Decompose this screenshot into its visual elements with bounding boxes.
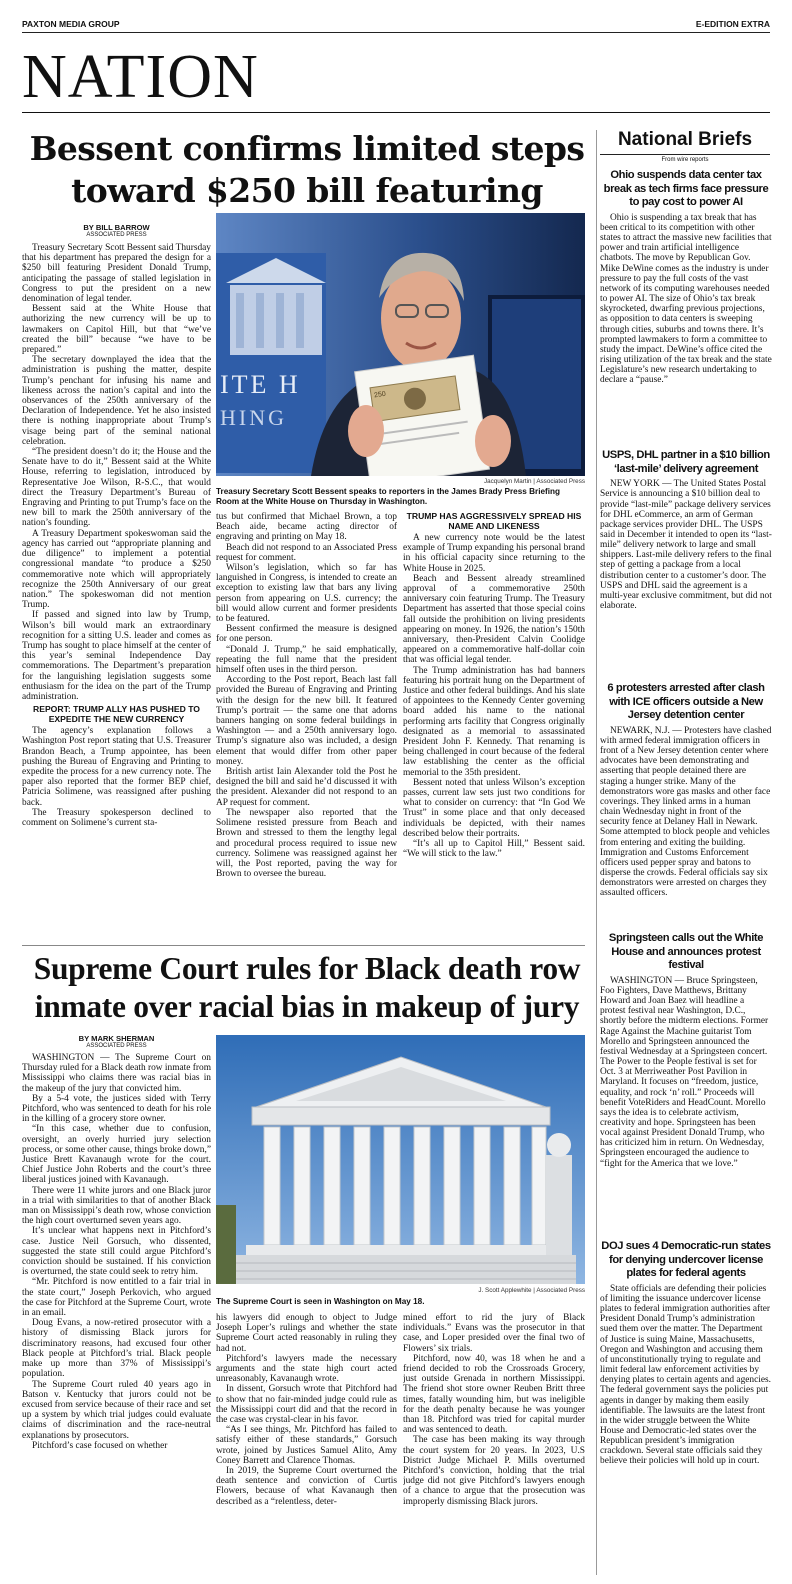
paragraph: Beach did not respond to an Associated Press request for comment. [216, 542, 397, 563]
brief-body: NEW YORK — The United States Postal Service is announcing a $10 billion deal to provide “last-mile” package delivery services for DHL eCommerce, an arm of German package services provider DHL. The USPS said in December it intended to open its “last-mile” delivery network to large and small shippers. Last-mile delivery refers to the final step of getting a package from a local distribution center to a customer’s door. The USPS and DHL said the agreement is a multi-year exclusive commitment, but did not elaborate. [600, 479, 772, 612]
section-title: NATION [22, 43, 259, 111]
brief-headline: 6 protesters arrested after clash with ICE officers outside a New Jersey detention center [607, 682, 765, 722]
story1-headline: Bessent confirms limited steps toward $250 bill featuring [29, 129, 585, 210]
story1-column-3 [403, 512, 585, 940]
paragraph: A Treasury Department spokeswoman said the agency has carried out “appropriate planning and due diligence” to implement a potential congressional mandate “to produce a $250 commemorative note which will appropriately recognize the 250th Anniversary of our great nation.” The spokeswoman did not mention Trump. [22, 528, 211, 611]
story1-byline-block [22, 223, 211, 238]
column-divider [596, 130, 597, 1575]
paragraph: “Mr. Pitchford is now entitled to a fair trial in the state court,” Joseph Perkovich, who argued the case for Pitchford at the Supreme Court, wrote in an email. [22, 1277, 211, 1319]
paragraph: The case has been making its way through the court system for 20 years. In 2023, U.S District Judge Michael P. Mills overturned Pitchford’s conviction, holding that the trial judge did not give Pitchford’s lawyers enough of a chance to argue that the prosecution was improperly dismissing Black jurors. [403, 1435, 585, 1507]
paragraph: Bessent noted that unless Wilson’s exception passes, current law sets just two conditions for what to consider on currency: that “In God We Trust” in some place and that only deceased individuals be depicted, with their names described below their portraits. [403, 777, 585, 839]
story2-column-3 [403, 1313, 585, 1575]
paragraph: British artist Iain Alexander told the Post he designed the bill and said he’d discussed it with the president. Alexander did not respond to an AP request for comment. [216, 767, 397, 808]
paragraph: If passed and signed into law by Trump, Wilson’s bill would mark an extraordinary recognition for a sitting U.S. leader and comes as Trump has sought to place himself at the center of this year’s seminal Independence Day commemorations. The Department’s preparation for the languishing legislation suggests some enthusiasm for the idea on the part of the Trump administration. [22, 610, 211, 702]
masthead-bar [22, 19, 770, 33]
bill-value-text: 250 [373, 390, 387, 400]
paragraph: In dissent, Gorsuch wrote that Pitchford had to show that no fair-minded judge could rule as the Mississippi court did and that the record in the case was crystal-clear in his favor. [216, 1384, 397, 1426]
brief-headline: USPS, DHL partner in a $10 billion ‘last-mile’ delivery agreement [602, 449, 770, 475]
brief-body: State officials are defending their policies of limiting the issuance undercover license plates to federal immigration authorities after President Donald Trump’s administration sued them over the matter. The Department of Justice is suing Maine, Massachusetts, Oregon and Washington and accusing them of unconstitutionally trying to regulate and limit federal law enforcement activities by denying plates to certain agents and agencies. The federal government says the policies put agents in danger by making them easily identifiable. The lawsuits are the latest front in the wider struggle between the White House and Democratic-led states over the Republican president’s immigration crackdown. Several state officials said they believe their policies will hold up in court. [600, 1283, 772, 1467]
paragraph: “As I see things, Mr. Pitchford has failed to satisfy either of these standards,” Gorsuch wrote, joined by Justices Samuel Alito, Amy Coney Barrett and Clarence Thomas. [216, 1425, 397, 1466]
brief-headline: DOJ sues 4 Democratic-run states for denying undercover license plates for federal agents [601, 1240, 771, 1280]
story1-column-1 [22, 243, 211, 940]
brief-body: NEWARK, N.J. — Protesters have clashed with armed federal immigration officers in front of a New Jersey detention center where advocates have been demonstrating and asserting that people detained there are staging a hunger strike. Many of the demonstrators wore gas masks and other face coverings. They linked arms in a human chain Wednesday night in front of the security fence at Delaney Hall in Newark. Some attempted to block people and vehicles from entering and exiting the building. Immigration and Customs Enforcement officers used pepper spray and batons to disperse the crowds. Federal officials say six demonstrators were arrested on charges they assaulted officers. [600, 725, 772, 899]
backdrop-text: ITE H [220, 370, 301, 399]
story2-column-2 [216, 1313, 397, 1575]
story2-photo [216, 1035, 585, 1284]
paragraph: “The president doesn’t do it; the House and the Senate have to do it,” Bessent said at the White House, referring to legislation, introduced by Representative Joe Wilson, R-S.C., that would direct the Treasury Department’s Bureau of Engraving and Printing to put Trump’s face on the new bill to mark the 250th anniversary of the nation’s founding. [22, 447, 211, 529]
briefs-source: From wire reports [661, 157, 709, 163]
paragraph: Bessent confirmed the measure is designed for one person. [216, 624, 397, 645]
paragraph: The Treasury spokesperson declined to comment on Solimene’s current sta- [22, 807, 211, 828]
brief-item [600, 1240, 772, 1575]
paragraph: The secretary downplayed the idea that the administration is pushing the matter, despite Trump’s penchant for infusing his name and likeness across the nation’s capital and into the observances of the 250th anniversary of the Declaration of Independence. Yet he also insisted there is nothing inappropriate about Trump’s visage being part of the seminal national celebration. [22, 355, 211, 447]
paragraph: WASHINGTON — The Supreme Court on Thursday ruled for a Black death row inmate from Mississippi who claims there was racial bias in the makeup of the jury that convicted him. [22, 1053, 211, 1094]
paragraph: “Donald J. Trump,” he said emphatically, repeating the full name that the president himself often uses in the third person. [216, 644, 397, 676]
story1-author: BY BILL BARROW [83, 223, 150, 232]
brief-headline: Springsteen calls out the White House and announces protest festival [608, 932, 764, 972]
paragraph: It’s unclear what happens next in Pitchford’s case. Justice Neil Gorsuch, who dissented, suggested the state still could argue Pitchford’s conviction should be sustained. If his conviction is overturned, the state could seek to retry him. [22, 1226, 211, 1278]
paragraph: “In this case, whether due to confusion, oversight, an overly hurried jury selection process, or some other cause, things broke down,” Justice Brett Kavanaugh wrote for the court. Chief Justice John Roberts and the court’s three liberal justices joined with Kavanaugh. [22, 1124, 211, 1186]
paragraph: In 2019, the Supreme Court overturned the death sentence and conviction of Curtis Flowers, because of what Kavanaugh then described as a “relentless, deter- [216, 1466, 397, 1507]
paragraph: According to the Post report, Beach last fall provided the Bureau of Engraving and Printing with the design for the new bill. It featured Trump’s portrait — the same one that adorns banners hanging on some federal buildings in Washington — and a 250th anniversary logo. Trump’s signature also was included, a design element that would differ from other paper money. [216, 675, 397, 767]
backdrop-text-2: HING [220, 405, 287, 430]
story1-subhead-2: TRUMP HAS AGGRESSIVELY SPREAD HIS NAME AND LIKENESS [406, 512, 582, 531]
paragraph: The newspaper also reported that the Solimene resisted pressure from Beach and Brown and stressed to them the lengthy legal and procedural process required to issue new currency. Solimene was reassigned against her will, the Post reported, paving the way for Brown to oversee the bureau. [216, 807, 397, 880]
story1-subhead-1: REPORT: TRUMP ALLY HAS PUSHED TO EXPEDITE THE NEW CURRENCY [33, 704, 200, 724]
brief-body: WASHINGTON — Bruce Springsteen, Foo Fighters, Dave Matthews, Brittany Howard and Joan Baez will headline a protest festival near Washington, D.C., shortly before the midterm elections. Former Rage Against the Machine guitarist Tom Morello and Springsteen announced the festival Wednesday at a Springsteen concert. The Power to the People festival is set for Oct. 3 at Merriweather Post Pavilion in Maryland. It focuses on “freedom, justice, equality, and rock ‘n’ roll.” Proceeds will benefit VoteRiders and HeadCount. Morello says the idea is to celebrate activism, creativity and hope. Springsteen has been vocal against President Donald Trump, who has criticized him in return. On Wednesday, Springsteen encouraged the audience to “fight for the America that we love.” [600, 975, 769, 1169]
paragraph: Beach and Bessent already streamlined approval of a commemorative 250th anniversary coin featuring Trump. The Treasury Department has asserted that those special coins fall outside the prohibition on living presidents appearing on money. In 1926, the nation’s 150th anniversary, then-President Calvin Coolidge appeared on a commemorative half-dollar coin that was official legal tender. [403, 573, 585, 666]
story2-author: BY MARK SHERMAN [78, 1034, 155, 1043]
story2-byline-block [22, 1034, 211, 1049]
brief-headline: Ohio suspends data center tax break as tech firms face pressure to pay cost to power AI [603, 169, 769, 209]
story2-photo-caption: The Supreme Court is seen in Washington on May 18. [216, 1297, 425, 1306]
story1-column-2 [216, 512, 397, 940]
story2-org: ASSOCIATED PRESS [86, 1043, 147, 1049]
paragraph: A new currency note would be the latest example of Trump expanding his personal brand in his official capacity since returning to the White House in 2025. [403, 533, 585, 574]
publisher-name: PAXTON MEDIA GROUP [22, 19, 120, 29]
paragraph: Pitchford, now 40, was 18 when he and a friend decided to rob the Crossroads Grocery, just outside Grenada in northern Mississippi. The friend shot store owner Reuben Britt three times, fatally wounding him, but was ineligible for the death penalty because he was younger than 18. Pitchford was tried for capital murder and was sentenced to death. [403, 1353, 585, 1436]
brief-item [600, 932, 772, 1242]
paragraph: The Supreme Court ruled 40 years ago in Batson v. Kentucky that jurors could not be excused from service because of their race and set up a system by which trial judges could evaluate claims of discrimination and the race-neutral explanations by prosecutors. [22, 1379, 211, 1441]
story2-byline [22, 1034, 211, 1049]
story-separator [22, 945, 585, 946]
paragraph: Doug Evans, a now-retired prosecutor with a history of dismissing Black jurors for discriminatory reasons, had excused four other Black people at Pitchford’s trial. Black people make up more than 37% of Mississippi’s population. [22, 1318, 211, 1380]
paragraph: Wilson’s legislation, which so far has languished in Congress, is intended to create an exception to existing law that bars any living person from appearing on U.S. currency; the bill would allow current and former presidents to be featured. [216, 563, 397, 625]
story1-photo-credit: Jacquelyn Martin | Associated Press [483, 478, 585, 485]
paragraph: Bessent said at the White House that authorizing the new currency will be up to lawmakers on Capitol Hill, but that “we’ve created the bill” because “we have to be prepared.” [22, 304, 211, 356]
story1-org: ASSOCIATED PRESS [86, 232, 147, 238]
paragraph: Pitchford’s lawyers made the necessary arguments and the state high court acted unreasonably, Kavanaugh wrote. [216, 1353, 397, 1385]
paragraph: his lawyers did enough to object to Judge Joseph Loper’s rulings and whether the state Supreme Court acted reasonably in ruling they had not. [216, 1313, 397, 1354]
story1-photo-caption: Treasury Secretary Scott Bessent speaks to reporters in the James Brady Press Briefing Room at the White House on Thursday in Washington. [216, 487, 561, 506]
paragraph: mined effort to rid the jury of Black individuals.” Evans was the prosecutor in that case, and Loper presided over the final two of Flowers’ six trials. [403, 1313, 585, 1354]
edition-label: E-EDITION EXTRA [695, 19, 770, 29]
brief-item [600, 169, 772, 450]
story1-photo [216, 213, 585, 476]
supreme-court-photo-illustration [216, 1035, 585, 1284]
story2-column-1 [22, 1053, 211, 1575]
paragraph: The agency’s explanation follows a Washington Post report stating that U.S. Treasurer Brandon Beach, a Trump appointee, has been pushing the Bureau of Engraving and Printing to expedite the process for a new currency note. The paper also reported that the former BEP chief, Patricia Solimene, was reassigned after pushing back. [22, 726, 211, 808]
paragraph: By a 5-4 vote, the justices sided with Terry Pitchford, who was sentenced to death for his role in the killing of a grocery store owner. [22, 1093, 211, 1125]
paragraph: Pitchford’s case focused on whether [32, 1440, 168, 1451]
brief-item [600, 449, 772, 679]
story1-byline [22, 223, 211, 238]
briefs-title: National Briefs [600, 128, 770, 155]
story2-photo-credit: J. Scott Applewhite | Associated Press [478, 1287, 585, 1294]
paragraph: “It’s all up to Capitol Hill,” Bessent said. “We will stick to the law.” [403, 839, 585, 860]
paragraph: Treasury Secretary Scott Bessent said Thursday that his department has prepared the design for a $250 bill featuring President Donald Trump, anticipating the passage of stalled legislation in Congress to put the president on a new denomination of legal tender. [22, 243, 211, 305]
story2-headline: Supreme Court rules for Black death row inmate over racial bias in makeup of jury [33, 951, 581, 1024]
paragraph: There were 11 white jurors and one Black juror in a trial with similarities to that of another Black man on Mississippi’s death row, whose conviction the high court overturned seven years ago. [22, 1185, 211, 1227]
paragraph: The Trump administration has had banners featuring his portrait hung on the Department of Justice and other federal buildings. And his slate of appointees to the Kennedy Center governing board added his name to the national performing arts facility that Congress originally designated as a memorial to assassinated President John F. Kennedy. That renaming is being challenged in court because of the federal law establishing the center as the official memorial to the 35th president. [403, 665, 585, 778]
brief-item [600, 682, 772, 927]
bessent-photo-illustration [216, 213, 585, 476]
brief-body: Ohio is suspending a tax break that has been critical to its competition with other states to attract the massive new facilities that power and train artificial intelligence chatbots. The move by Republican Gov. Mike DeWine comes as the industry is under pressure to pay the full costs of the vast network of its computing warehouses needed to power AI. The size of Ohio’s tax break skyrocketed, dwarfing previous projections, as opposition to data centers is sweeping through cities, suburbs and towns there. It’s prompted lawmakers to form a committee to study the impact. DeWine’s office cited the rising utilization of the tax break and the state Legislature’s new research undertaking to declare a “pause.” [600, 212, 772, 386]
paragraph: tus but confirmed that Michael Brown, a top Beach aide, became acting director of engraving and printing on May 18. [216, 512, 397, 543]
section-rule [22, 112, 770, 113]
